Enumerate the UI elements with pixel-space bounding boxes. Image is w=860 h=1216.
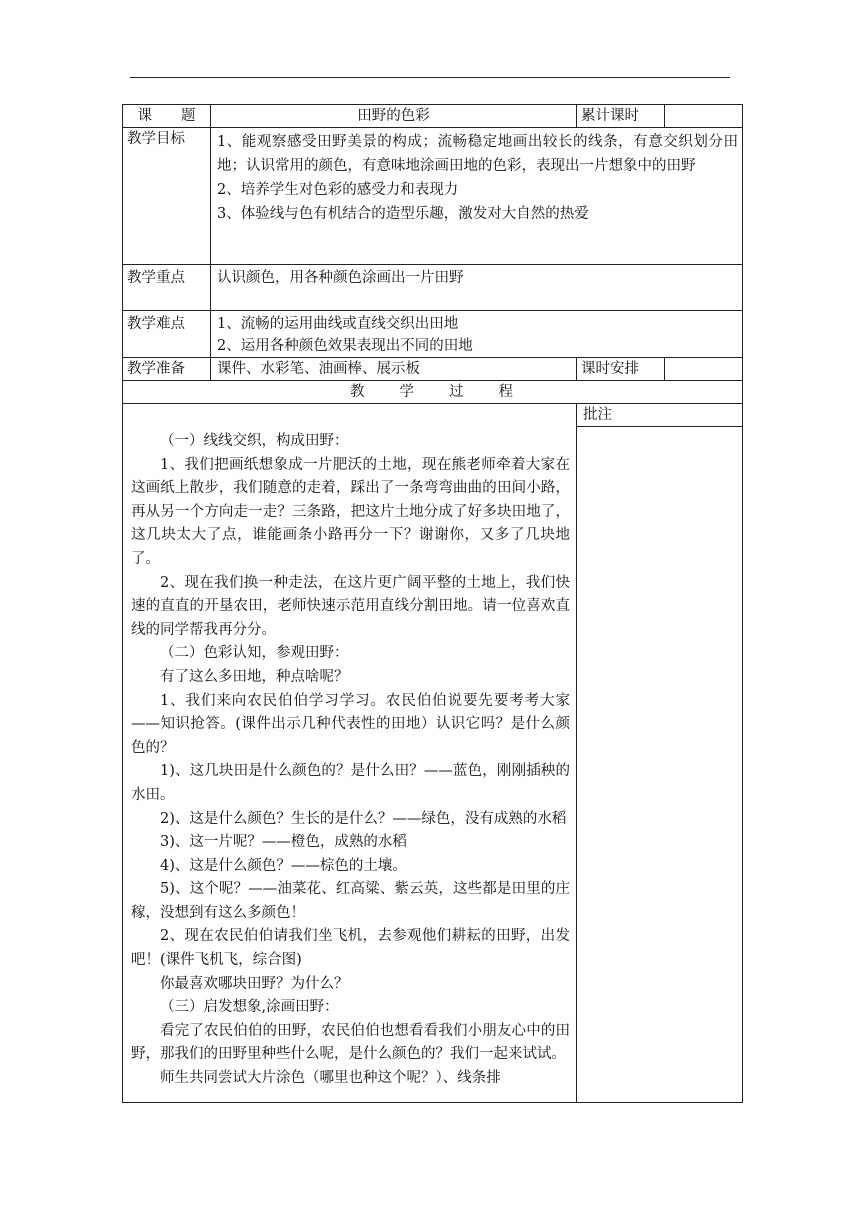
preparation-label: 教学准备 bbox=[123, 358, 211, 381]
process-paragraph: 1、我们来向农民伯伯学习学习。农民伯伯说要先要考考大家——知识抢答。(课件出示几种代表性的田地）认识它吗？是什么颜色的？ bbox=[131, 692, 570, 756]
hours-label: 累计课时 bbox=[577, 105, 665, 128]
process-paragraph: 4)、这是什么颜色？——棕色的土壤。 bbox=[160, 857, 407, 874]
objectives-label: 教学目标 bbox=[123, 128, 211, 265]
notes-content bbox=[577, 427, 743, 1103]
process-paragraph: 师生共同尝试大片涂色（哪里也种这个呢？）、线条排 bbox=[160, 1070, 501, 1087]
process-paragraph: 2、现在我们换一种走法，在这片更广阔平整的土地上，我们快速的直直的开垦农田，老师快速示范用直线分割田地。请一位喜欢直线的同学帮我再分分。 bbox=[131, 574, 570, 638]
notes-label: 批注 bbox=[577, 404, 743, 427]
topic-label: 课 题 bbox=[123, 105, 211, 128]
row-preparation bbox=[123, 358, 743, 381]
lesson-plan-table bbox=[122, 104, 743, 1103]
row-notes-header bbox=[123, 404, 743, 427]
header-rule bbox=[130, 77, 730, 78]
process-paragraph: （一）线线交织，构成田野： bbox=[160, 433, 349, 449]
process-paragraph: 1、我们把画纸想象成一片肥沃的土地，现在熊老师牵着大家在这画纸上散步，我们随意的走着，踩出了一条弯弯曲曲的田间小路，再从另一个方向走一走？三条路，把这片土地分成了好多块田地了，这几块太大了点，谁能画条小路再分一下？谢谢你，又多了几块地了。 bbox=[131, 456, 570, 567]
process-paragraph: 3)、这一片呢？——橙色，成熟的水稻 bbox=[160, 834, 407, 851]
row-objectives bbox=[123, 128, 743, 265]
schedule-label: 课时安排 bbox=[577, 358, 665, 381]
process-paragraph: 1)、这几块田是什么颜色的？是什么田？——蓝色，刚刚插秧的水田。 bbox=[131, 763, 570, 803]
process-content bbox=[123, 404, 577, 1103]
process-paragraph: （三）启发想象,涂画田野： bbox=[160, 999, 339, 1016]
row-key-points bbox=[123, 265, 743, 311]
process-paragraph: 2、现在农民伯伯请我们坐飞机，去参观他们耕耘的田野，出发吧！(课件飞机飞，综合图) bbox=[131, 928, 570, 969]
topic-value: 田野的色彩 bbox=[211, 105, 577, 128]
row-process-header bbox=[123, 381, 743, 404]
objective-1: 1、能观察感受田野美景的构成；流畅稳定地画出较长的线条，有意交织划分田地；认识常用的颜色，有意味地涂画田地的色彩，表现出一片想象中的田野 bbox=[217, 134, 738, 174]
process-paragraph: 2)、这是什么颜色？生长的是什么？——绿色，没有成熟的水稻 bbox=[160, 810, 567, 827]
schedule-value bbox=[665, 358, 743, 381]
difficulties-content bbox=[211, 311, 743, 358]
process-paragraph: 你最喜欢哪块田野？为什么？ bbox=[160, 975, 349, 992]
process-paragraph: 看完了农民伯伯的田野，农民伯伯也想看看我们小朋友心中的田野，那我们的田野里种些什么呢，是什么颜色的？我们一起来试试。 bbox=[131, 1022, 570, 1063]
row-difficulties bbox=[123, 311, 743, 358]
preparation-content: 课件、水彩笔、油画棒、展示板 bbox=[211, 358, 577, 381]
process-header: 教 学 过 程 bbox=[123, 381, 743, 404]
objectives-content bbox=[211, 128, 743, 265]
difficulty-1: 1、流畅的运用曲线或直线交织出田地 bbox=[217, 316, 459, 332]
objective-3: 3、体验线与色有机结合的造型乐趣，激发对大自然的热爱 bbox=[217, 206, 589, 222]
key-points-content: 认识颜色，用各种颜色涂画出一片田野 bbox=[211, 265, 743, 311]
process-paragraph: 5)、这个呢？——油菜花、红高粱、紫云英，这些都是田里的庄稼，没想到有这么多颜色！ bbox=[131, 881, 570, 921]
hours-value bbox=[665, 105, 743, 128]
key-points-label: 教学重点 bbox=[123, 265, 211, 311]
process-paragraph: 有了这么多田地，种点啥呢？ bbox=[160, 668, 349, 685]
objective-2: 2、培养学生对色彩的感受力和表现力 bbox=[217, 182, 459, 198]
difficulties-label: 教学难点 bbox=[123, 311, 211, 358]
process-paragraph: （二）色彩认知，参观田野： bbox=[160, 645, 349, 662]
difficulty-2: 2、运用各种颜色效果表现出不同的田地 bbox=[217, 338, 473, 354]
row-topic bbox=[123, 105, 743, 128]
